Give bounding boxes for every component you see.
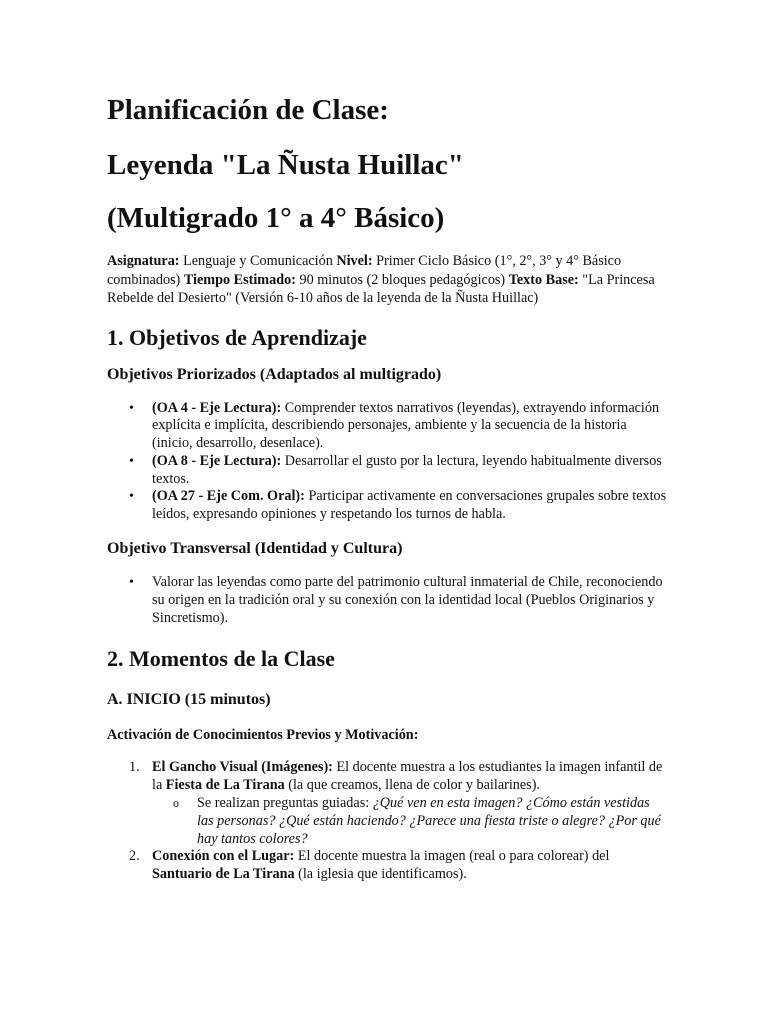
circle-bullet-icon: o bbox=[173, 796, 179, 811]
list-item bbox=[107, 574, 667, 627]
level-value: Primer Ciclo Básico (1°, 2°, 3° y 4° Básico combinados) bbox=[107, 253, 622, 288]
title-line-1: Planificación de Clase: bbox=[107, 94, 389, 126]
objective-text: Desarrollar el gusto por la lectura, leyendo habitualmente diversos textos. bbox=[152, 452, 662, 487]
text-base-value: "La Princesa Rebelde del Desierto" (Versión 6-10 años de la leyenda de la Ñusta Huillac) bbox=[107, 271, 655, 306]
list-item bbox=[107, 488, 667, 524]
title-line-2: Leyenda "La Ñusta Huillac" bbox=[107, 149, 464, 181]
time-label: Tiempo Estimado: bbox=[183, 271, 296, 288]
bullet-icon: • bbox=[129, 489, 134, 505]
objective-code: (OA 4 - Eje Lectura): bbox=[152, 399, 282, 416]
transversal-list bbox=[107, 574, 667, 627]
step-label: Conexión con el Lugar: bbox=[152, 848, 295, 865]
section-heading-class-moments: 2. Momentos de la Clase bbox=[107, 646, 335, 672]
sub-prefix: Se realizan preguntas guiadas: bbox=[197, 795, 373, 812]
document-content bbox=[107, 92, 667, 884]
step-text-end: (la iglesia que identificamos). bbox=[294, 866, 467, 883]
phase-a-heading: A. INICIO (15 minutos) bbox=[107, 691, 271, 709]
step-number: 1. bbox=[129, 759, 140, 776]
time-value: 90 minutos (2 bloques pedagógicos) bbox=[295, 271, 509, 288]
title-line-3: (Multigrado 1° a 4° Básico) bbox=[107, 202, 445, 234]
list-item bbox=[107, 400, 667, 453]
bullet-icon: • bbox=[129, 575, 134, 591]
step-text: El docente muestra la imagen (real o para colorear) del bbox=[294, 848, 610, 865]
transversal-text: Valorar las leyendas como parte del patrimonio cultural inmaterial de Chile, reconociendo su origen en la tradición oral y su conexión con la identidad local (Pueblos Originarios y Sincretismo). bbox=[152, 574, 663, 626]
objective-code: (OA 27 - Eje Com. Oral): bbox=[152, 488, 305, 505]
list-item bbox=[107, 848, 667, 884]
step-bold-term: Fiesta de La Tirana bbox=[165, 777, 285, 794]
list-item bbox=[107, 453, 667, 489]
bullet-icon: • bbox=[129, 453, 134, 469]
guided-questions: ¿Qué ven en esta imagen? ¿Cómo están vestidas las personas? ¿Qué están haciendo? ¿Parece una fiesta triste o alegre? ¿Por qué hay tantos colores? bbox=[197, 795, 661, 847]
section-heading-objectives: 1. Objetivos de Aprendizaje bbox=[107, 324, 367, 350]
bullet-icon: • bbox=[129, 400, 134, 416]
text-base-label: Texto Base: bbox=[508, 271, 579, 288]
activation-heading: Activación de Conocimientos Previos y Motivación: bbox=[107, 727, 419, 744]
objective-code: (OA 8 - Eje Lectura): bbox=[152, 452, 282, 469]
step-text-end: (la que creamos, llena de color y bailarines). bbox=[284, 777, 540, 794]
sub-list bbox=[152, 795, 667, 848]
transversal-objective-heading: Objetivo Transversal (Identidad y Cultura) bbox=[107, 540, 403, 558]
subject-label: Asignatura: bbox=[107, 253, 180, 269]
objectives-list bbox=[107, 400, 667, 525]
meta-paragraph bbox=[107, 252, 667, 308]
prioritized-objectives-heading: Objetivos Priorizados (Adaptados al multigrado) bbox=[107, 365, 442, 383]
step-label: El Gancho Visual (Imágenes): bbox=[152, 759, 333, 776]
list-item bbox=[152, 795, 667, 848]
objective-text: Participar activamente en conversaciones grupales sobre textos leídos, expresando opiniones y respetando los turnos de habla. bbox=[152, 488, 667, 523]
steps-list bbox=[107, 759, 667, 884]
list-item bbox=[107, 759, 667, 848]
step-number: 2. bbox=[129, 848, 140, 865]
objective-text: Comprender textos narrativos (leyendas), extrayendo información explícita e implícita, describiendo personajes, ambiente y la secuencia de la historia (inicio, desarrollo, desenlace). bbox=[152, 399, 660, 452]
level-label: Nivel: bbox=[336, 253, 373, 269]
subject-value: Lenguaje y Comunicación bbox=[179, 253, 337, 269]
step-bold-term: Santuario de La Tirana bbox=[152, 866, 295, 883]
step-text: El docente muestra a los estudiantes la imagen infantil de la bbox=[152, 759, 663, 794]
